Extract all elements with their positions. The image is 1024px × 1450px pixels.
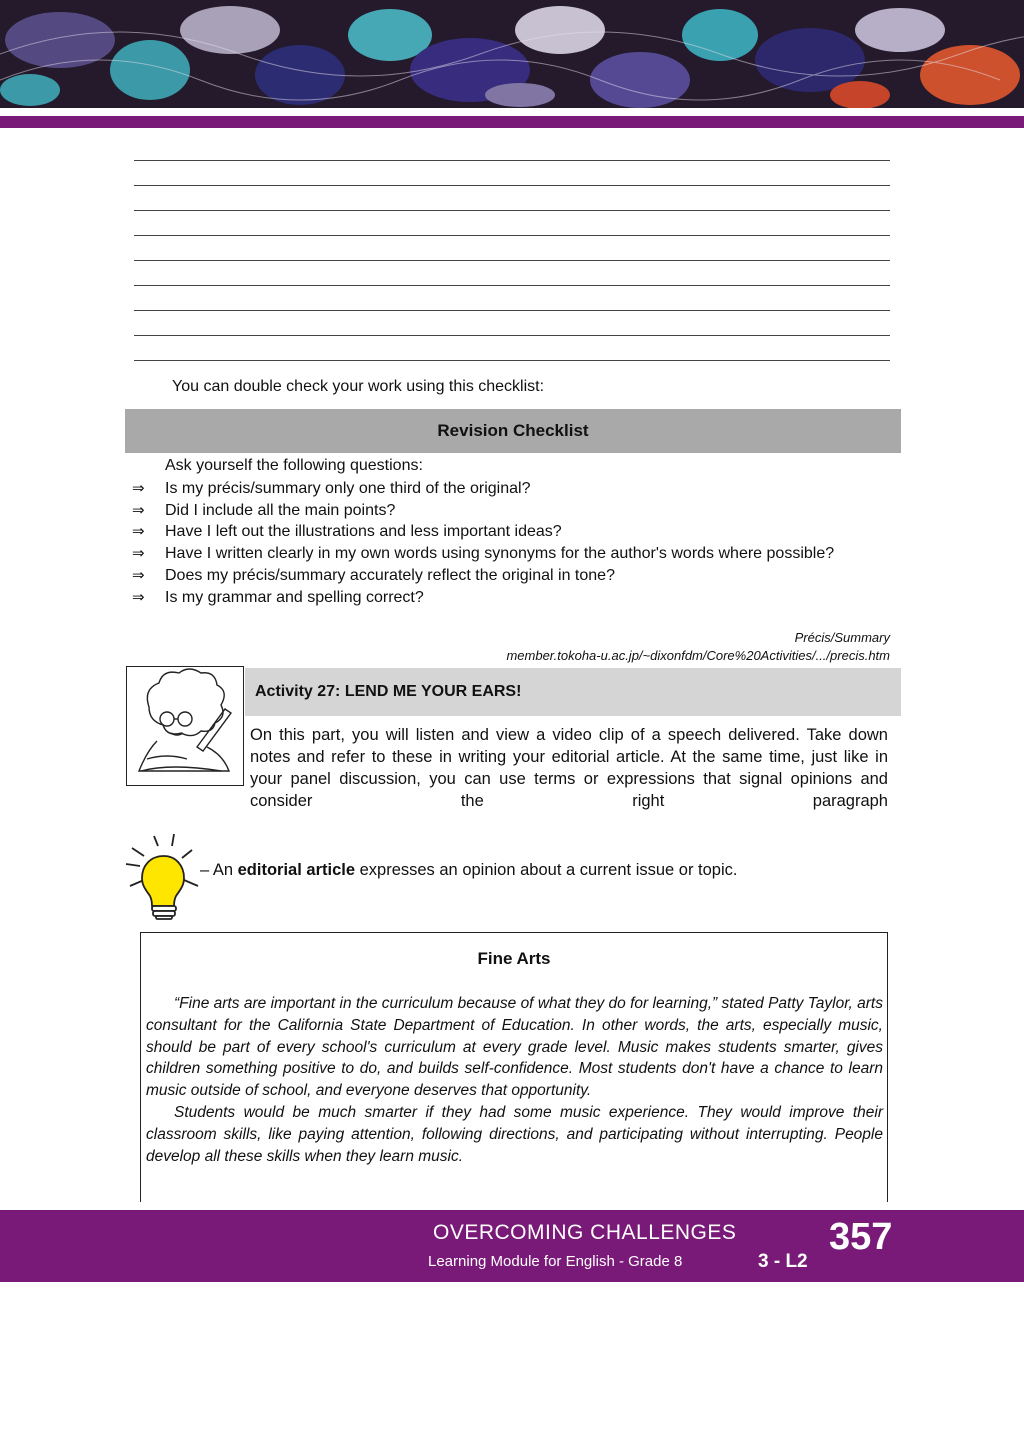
arrow-icon: ⇒: [132, 501, 145, 519]
list-item: ⇒ Have I written clearly in my own words using synonyms for the author's words where possible?: [132, 543, 890, 565]
arrow-icon: ⇒: [132, 480, 145, 497]
decorative-banner: [0, 0, 1024, 108]
checklist-intro: You can double check your work using this checklist:: [172, 378, 545, 395]
checklist-ask: Ask yourself the following questions:: [165, 457, 423, 474]
writing-line: [134, 336, 890, 361]
editorial-definition: – An editorial article expresses an opinion about a current issue or topic.: [200, 861, 738, 879]
arrow-icon: ⇒: [132, 545, 145, 563]
editorial-term: editorial article: [237, 861, 356, 879]
writing-line: [134, 186, 890, 211]
article-box: [140, 932, 888, 1202]
arrow-icon: ⇒: [132, 523, 145, 541]
checklist-source: [506, 629, 890, 665]
writing-line: [134, 311, 890, 336]
writing-line: [134, 161, 890, 186]
top-accent-bar: [0, 116, 1024, 128]
writing-lines: [134, 136, 890, 361]
source-url: member.tokoha-u.ac.jp/~dixonfdm/Core%20Activities/.../precis.htm: [506, 648, 890, 663]
source-title: Précis/Summary: [794, 630, 890, 645]
list-item: ⇒ Have I left out the illustrations and less important ideas?: [132, 521, 890, 543]
arrow-icon: ⇒: [132, 588, 145, 606]
writing-line: [134, 236, 890, 261]
article-title: Fine Arts: [477, 949, 551, 968]
checklist-title: Revision Checklist: [125, 409, 901, 453]
module-title: OVERCOMING CHALLENGES: [433, 1221, 737, 1244]
writing-line: [134, 261, 890, 286]
module-subtitle: Learning Module for English - Grade 8: [428, 1253, 683, 1270]
list-item: ⇒ Does my précis/summary accurately reflect the original in tone?: [132, 565, 890, 587]
article-paragraph: “Fine arts are important in the curriculum because of what they do for learning,” stated Patty Taylor, arts consultant for the California State Department of Education. In other words, the arts, especially music, should be part of every school's curriculum at every grade level. Music makes students smarter, gives children something positive to do, and builds self-confidence. Most students don't have a chance to learn music outside of school, and everyone deserves that opportunity.: [146, 995, 883, 1100]
checklist-questions: [132, 478, 890, 608]
activity-instructions: On this part, you will listen and view a video clip of a speech delivered. Take down notes and refer to these in writing your editorial article. At the same time, just like in your panel discussion, you can use terms or expressions that signal opinions and consider the right paragraph: [250, 726, 888, 810]
page-number: 357: [829, 1216, 893, 1258]
page-footer: [0, 1210, 1024, 1282]
activity-title: Activity 27: LEND ME YOUR EARS!: [245, 668, 901, 716]
writing-line: [134, 286, 890, 311]
lightbulb-icon: [122, 830, 208, 920]
writing-line: [134, 136, 890, 161]
article-paragraph: Students would be much smarter if they had some music experience. They would improve their classroom skills, like paying attention, following directions, and participating without interrupting. People develop all these skills when they learn music.: [146, 1103, 883, 1165]
list-item: ⇒ Is my grammar and spelling correct?: [132, 587, 890, 609]
writing-line: [134, 211, 890, 236]
list-item: ⇒ Did I include all the main points?: [132, 500, 890, 522]
student-writing-illustration: [126, 666, 244, 786]
unit-label: 3 - L2: [758, 1251, 808, 1272]
list-item: ⇒ Is my précis/summary only one third of the original?: [132, 478, 890, 500]
article-body: [146, 993, 883, 1167]
arrow-icon: ⇒: [132, 566, 145, 584]
